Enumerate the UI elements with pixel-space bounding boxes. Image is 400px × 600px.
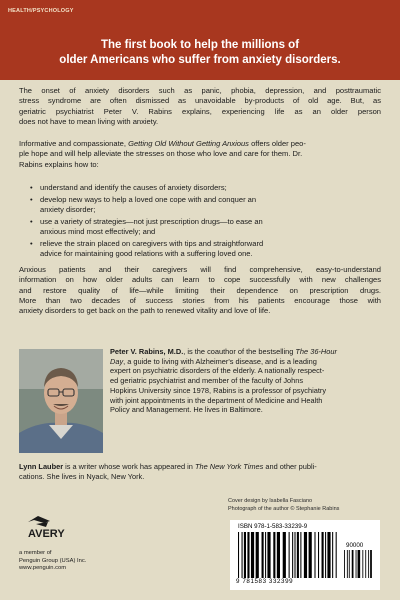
publisher-imprint: a member of Penguin Group (USA) Inc. www.penguin.com — [19, 550, 87, 572]
price-code: 90000 — [346, 542, 364, 549]
photo-credit: Photograph of the author © Stephanie Rabins — [228, 505, 340, 512]
intro-paragraph — [19, 86, 381, 127]
barcode-bar — [327, 532, 330, 578]
barcode-bar — [358, 550, 361, 578]
cover-credit: Cover design by Isabella Fasciano — [228, 498, 313, 504]
barcode-bar — [273, 532, 275, 578]
credits — [228, 498, 339, 513]
barcode-number: 9 781583 332399 — [236, 578, 294, 585]
book-title: Day — [110, 356, 124, 366]
bullet-item: • develop new ways to help a loved one cope with and conquer an anxiety disorder; — [30, 194, 257, 215]
barcode-bar — [294, 532, 295, 578]
text-line: The onset of anxiety disorders such as panic, phobia, depression, and posttraumatic — [19, 86, 381, 95]
barcode-bar — [267, 532, 270, 578]
bullet-item: • understand and identify the causes of anxiety disorders; — [30, 183, 227, 192]
barcode-bar — [332, 532, 333, 578]
author-photo — [19, 349, 103, 453]
text-line: and restore quality of life—while limiting their dependence on prescription drugs. — [19, 285, 381, 295]
publisher-url: www.penguin.com — [19, 565, 67, 572]
barcode-bar — [265, 532, 266, 578]
barcode-bar — [352, 550, 354, 578]
bullet-item: • relieve the strain placed on caregivers with tips and straightforward advice for maintaining good relations with a suffering loved one. — [30, 238, 264, 259]
barcode-bar — [365, 550, 366, 578]
barcode-bar — [304, 532, 307, 578]
text-line: stress syndrome are often dismissed as unavoidable by-products of old age. But, as — [19, 96, 381, 106]
text-line: expert on psychiatric disorders of the elderly. A nationally respect- — [110, 366, 325, 376]
closing-paragraph — [19, 265, 381, 316]
bullet-icon: • — [30, 238, 33, 248]
isbn-label: ISBN 978-1-583-33239-9 — [238, 523, 308, 530]
barcode-bar — [356, 550, 357, 578]
barcode-bar — [251, 532, 254, 578]
explains-paragraph — [19, 139, 381, 170]
text-line: Hopkins University since 1978, Rabins is a professor of psychiatry — [110, 385, 327, 395]
text-line: Policy and Management. He lives in Baltimore. — [110, 405, 263, 415]
barcode-bar — [283, 532, 286, 578]
barcode-bar — [292, 532, 293, 578]
logo-wordmark: AVERY — [28, 528, 65, 540]
barcode-bar — [325, 532, 326, 578]
barcode-bar — [300, 532, 301, 578]
text-line: Informative and compassionate, Getting Old Without Getting Anxious offers older peo- — [19, 139, 306, 148]
barcode-addon — [344, 550, 374, 578]
bullet-list — [30, 183, 360, 261]
text-line: Rabins explains how to: — [19, 159, 99, 169]
coauthor-bio: Lynn Lauber is a writer whose work has appeared in The New York Times and other publi- cations. She lives in Nyack, New York. — [19, 462, 381, 481]
barcode-bar — [347, 550, 348, 578]
text-line: geriatric psychiatrist Peter V. Rabins explains, experiencing life as an older person — [19, 106, 381, 116]
barcode-panel — [230, 520, 380, 590]
barcode-bar — [318, 532, 319, 578]
headline-line: older Americans who suffer from anxiety disorders. — [59, 54, 341, 66]
book-title: Getting Old Without Getting Anxious — [128, 139, 249, 148]
publication-title: The New York Times — [194, 462, 264, 471]
barcode-bar — [247, 532, 249, 578]
bullet-icon: • — [30, 194, 33, 204]
barcode-bar — [297, 532, 299, 578]
text-line: ed geriatric psychiatrist and member of the faculty of Johns — [110, 376, 304, 386]
text-line: anxiety disorders to get back on the path to renewed vitality and love of life. — [19, 306, 271, 316]
text-line: More than two decades of success stories from his patients encourage those with — [19, 295, 381, 305]
barcode-bar — [256, 532, 259, 578]
author-name: Peter V. Rabins, M.D. — [110, 347, 184, 356]
barcode-bar — [349, 550, 350, 578]
barcode-bar — [336, 532, 337, 578]
text-line: with joint appointments in the department of Medicine and Health — [110, 395, 323, 405]
barcode-bar — [314, 532, 315, 578]
barcode-bar — [262, 532, 264, 578]
text-line: Anxious patients and their caregivers will find comprehensive, easy-to-understand — [19, 265, 381, 274]
barcode-bar — [370, 550, 372, 578]
barcode-bar — [277, 532, 280, 578]
author-bio: Peter V. Rabins, M.D., is the coauthor of the bestselling The 36-Hour Day, a guide to living with Alzheimer's disease, and is a leading expert on psychiatric disorders of the elderly. A nationally respect- ed geriatric psychiatrist and member of the faculty of Johns Hopkins University since 1978, Rabins is a professor of psychiatry with joint appointments in the department of Medicine and Health Policy and Management. He lives in Baltimore. — [110, 347, 382, 415]
avery-logo — [24, 512, 84, 540]
barcode-bar — [242, 532, 243, 578]
barcode-bar — [244, 532, 246, 578]
barcode-bar — [309, 532, 312, 578]
header-banner — [0, 0, 400, 80]
category-label: HEALTH/PSYCHOLOGY — [8, 8, 74, 14]
barcode-bar — [322, 532, 324, 578]
barcode-bar — [238, 532, 239, 578]
barcode-bar — [289, 532, 290, 578]
text-line: information on how older adults can learn to cope successfully with new challenges — [19, 275, 381, 285]
barcode-bar — [368, 550, 369, 578]
barcode-bar — [344, 550, 345, 578]
text-line: ple hope and will help alleviate the stresses on those who love and care for them. Dr. — [19, 149, 303, 159]
barcode-bar — [362, 550, 363, 578]
book-title: The 36-Hour — [295, 347, 337, 356]
barcode-main — [238, 532, 338, 578]
bullet-icon: • — [30, 216, 33, 226]
text-line: does not have to mean living with anxiety. — [19, 116, 159, 126]
coauthor-name: Lynn Lauber — [19, 462, 64, 471]
bullet-icon: • — [30, 183, 33, 192]
text-line: cations. She lives in Nyack, New York. — [19, 471, 145, 481]
bullet-item: • use a variety of strategies—not just prescription drugs—to ease an anxious mind most effectively; and — [30, 216, 263, 237]
headline-line: The first book to help the millions of — [100, 39, 300, 51]
headline — [20, 38, 380, 68]
